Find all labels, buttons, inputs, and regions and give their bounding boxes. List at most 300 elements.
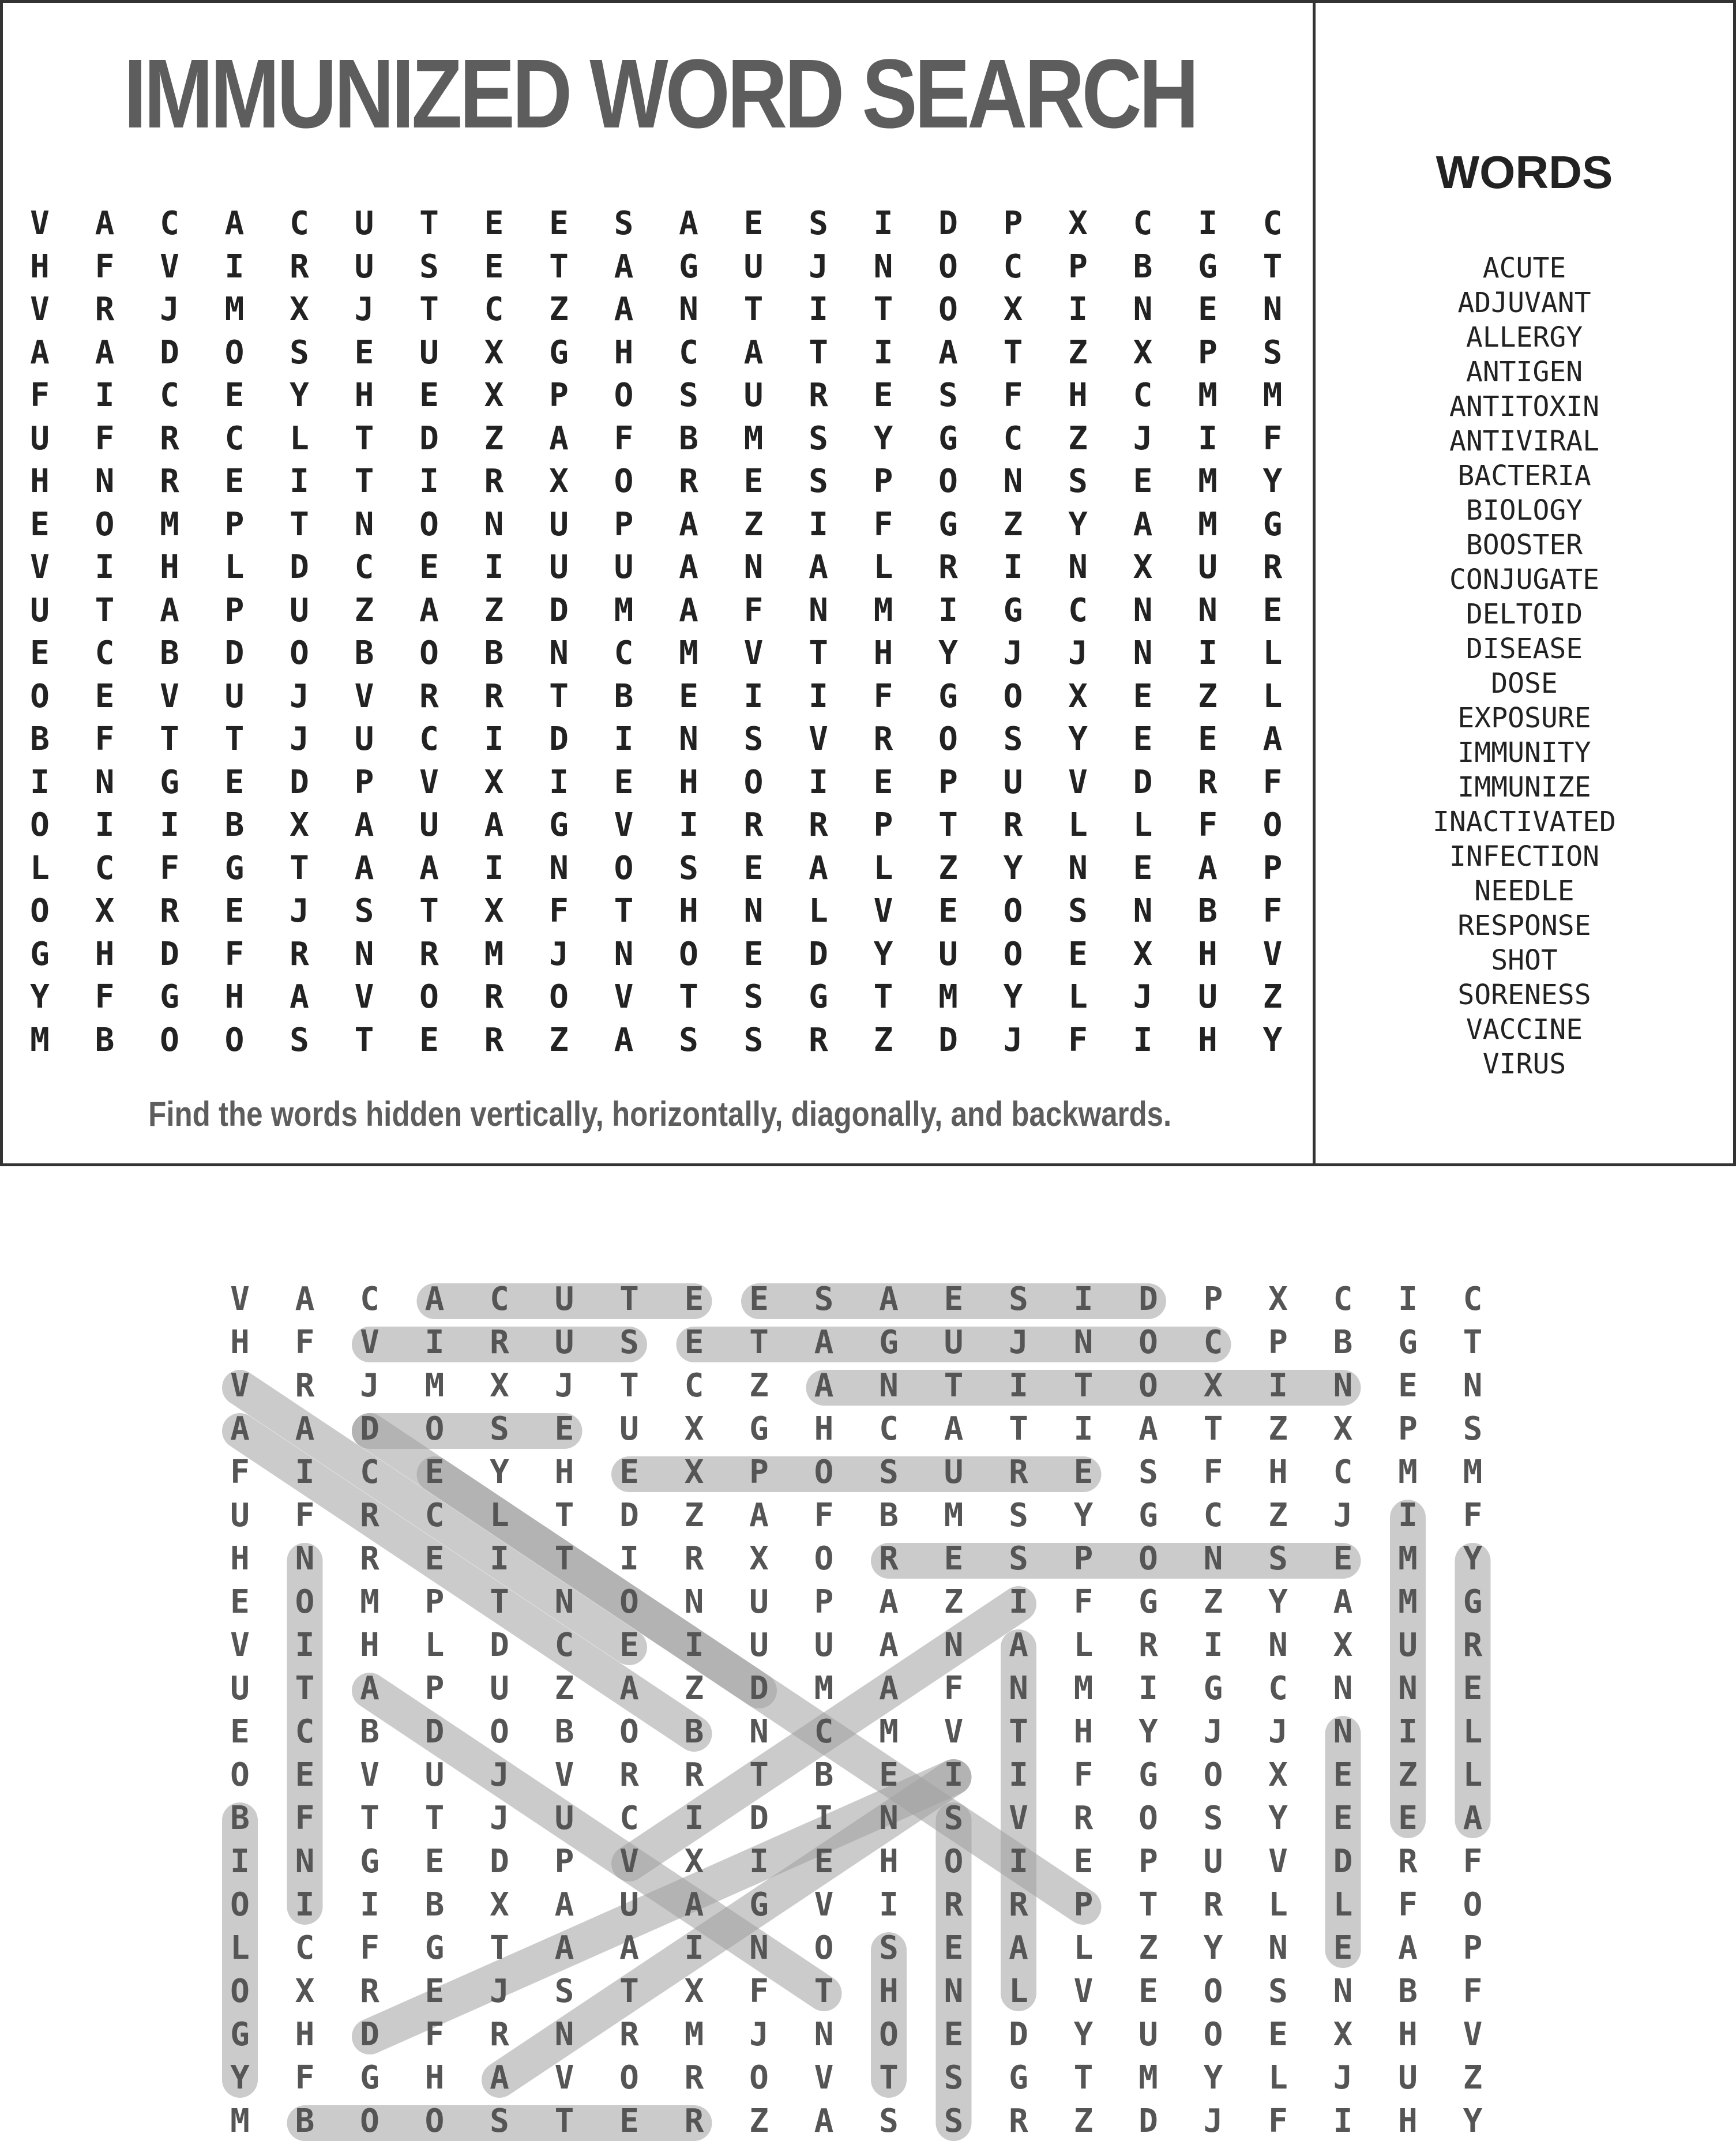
grid-letter[interactable]: C bbox=[1133, 205, 1153, 242]
grid-letter[interactable]: B bbox=[160, 634, 179, 672]
grid-letter[interactable]: F bbox=[1262, 763, 1283, 801]
grid-letter[interactable]: S bbox=[290, 1021, 309, 1059]
solution-letter[interactable]: E bbox=[230, 1713, 250, 1751]
grid-letter[interactable]: V bbox=[809, 720, 828, 758]
grid-letter[interactable]: U bbox=[354, 720, 374, 758]
solution-letter[interactable]: J bbox=[554, 1367, 574, 1404]
solution-letter[interactable]: R bbox=[684, 2102, 704, 2140]
solution-letter[interactable]: F bbox=[1398, 1886, 1418, 1924]
grid-letter[interactable]: U bbox=[549, 505, 569, 543]
grid-letter[interactable]: M bbox=[160, 505, 179, 543]
solution-letter[interactable]: H bbox=[230, 1324, 250, 1361]
solution-letter[interactable]: E bbox=[1268, 2016, 1288, 2053]
solution-letter[interactable]: M bbox=[684, 2016, 704, 2053]
solution-letter[interactable]: T bbox=[554, 1497, 574, 1534]
grid-letter[interactable]: N bbox=[679, 291, 698, 328]
grid-letter[interactable]: X bbox=[549, 463, 569, 500]
grid-letter[interactable]: N bbox=[1133, 591, 1153, 629]
solution-letter[interactable]: I bbox=[1398, 1713, 1418, 1751]
solution-letter[interactable]: E bbox=[749, 1280, 769, 1318]
grid-letter[interactable]: A bbox=[419, 849, 439, 887]
solution-letter[interactable]: L bbox=[1009, 1973, 1028, 2010]
grid-letter[interactable]: R bbox=[809, 1021, 828, 1059]
grid-letter[interactable]: C bbox=[1003, 419, 1023, 457]
grid-letter[interactable]: A bbox=[1262, 720, 1283, 758]
solution-letter[interactable]: P bbox=[1073, 1886, 1094, 1924]
grid-letter[interactable]: A bbox=[679, 505, 698, 543]
solution-letter[interactable]: E bbox=[1073, 1843, 1094, 1880]
solution-letter[interactable]: R bbox=[295, 1367, 315, 1404]
grid-letter[interactable]: C bbox=[614, 634, 634, 672]
solution-letter[interactable]: N bbox=[749, 1929, 769, 1967]
grid-letter[interactable]: V bbox=[614, 978, 634, 1016]
solution-letter[interactable]: I bbox=[814, 1800, 834, 1837]
grid-letter[interactable]: V bbox=[30, 549, 50, 586]
grid-letter[interactable]: F bbox=[1003, 377, 1023, 414]
grid-letter[interactable]: S bbox=[679, 1021, 698, 1059]
grid-letter[interactable]: H bbox=[1198, 935, 1218, 973]
solution-letter[interactable]: S bbox=[619, 1324, 639, 1361]
solution-letter[interactable]: N bbox=[944, 1627, 964, 1664]
grid-letter[interactable]: A bbox=[614, 291, 634, 328]
grid-letter[interactable]: R bbox=[160, 419, 179, 457]
solution-letter[interactable]: S bbox=[1009, 1280, 1028, 1318]
grid-letter[interactable]: P bbox=[224, 505, 245, 543]
solution-letter[interactable]: C bbox=[619, 1800, 639, 1837]
grid-letter[interactable]: N bbox=[873, 247, 893, 286]
grid-letter[interactable]: A bbox=[809, 549, 828, 586]
solution-letter[interactable]: Y bbox=[1138, 1713, 1158, 1751]
solution-letter[interactable]: Y bbox=[230, 2059, 250, 2097]
solution-letter[interactable]: I bbox=[1203, 1627, 1223, 1664]
grid-letter[interactable]: S bbox=[419, 247, 439, 286]
grid-letter[interactable]: N bbox=[549, 849, 569, 887]
grid-letter[interactable]: O bbox=[1003, 892, 1023, 930]
solution-letter[interactable]: E bbox=[619, 2102, 639, 2140]
grid-letter[interactable]: O bbox=[679, 935, 698, 973]
grid-letter[interactable]: N bbox=[1003, 463, 1023, 500]
grid-letter[interactable]: Y bbox=[1262, 1021, 1283, 1059]
grid-letter[interactable]: O bbox=[419, 505, 439, 543]
solution-letter[interactable]: J bbox=[1333, 1497, 1353, 1534]
grid-letter[interactable]: U bbox=[743, 377, 764, 414]
solution-letter[interactable]: Z bbox=[1203, 1583, 1223, 1621]
solution-letter[interactable]: B bbox=[814, 1756, 834, 1794]
grid-letter[interactable]: E bbox=[743, 463, 764, 500]
solution-letter[interactable]: M bbox=[1073, 1670, 1094, 1707]
solution-letter[interactable]: R bbox=[1203, 1886, 1223, 1924]
solution-letter[interactable]: F bbox=[749, 1973, 769, 2010]
grid-letter[interactable]: J bbox=[1068, 634, 1088, 672]
grid-letter[interactable]: O bbox=[419, 978, 439, 1016]
solution-letter[interactable]: S bbox=[879, 2102, 899, 2140]
grid-letter[interactable]: C bbox=[224, 419, 245, 457]
grid-letter[interactable]: L bbox=[1068, 978, 1088, 1016]
grid-letter[interactable]: Y bbox=[1068, 505, 1088, 543]
grid-letter[interactable]: Y bbox=[1003, 978, 1023, 1016]
solution-letter[interactable]: V bbox=[230, 1280, 250, 1318]
grid-letter[interactable]: E bbox=[419, 377, 439, 414]
grid-letter[interactable]: U bbox=[614, 549, 634, 586]
solution-letter[interactable]: I bbox=[295, 1627, 315, 1664]
solution-letter[interactable]: L bbox=[1463, 1713, 1483, 1751]
grid-letter[interactable]: C bbox=[160, 377, 179, 414]
grid-letter[interactable]: O bbox=[938, 247, 958, 286]
grid-letter[interactable]: O bbox=[938, 463, 958, 500]
grid-letter[interactable]: I bbox=[809, 677, 828, 715]
grid-letter[interactable]: O bbox=[1003, 677, 1023, 715]
grid-letter[interactable]: L bbox=[1133, 806, 1153, 844]
grid-letter[interactable]: L bbox=[1068, 806, 1088, 844]
grid-letter[interactable]: N bbox=[354, 935, 374, 973]
solution-letter[interactable]: E bbox=[944, 1540, 964, 1577]
solution-letter[interactable]: Z bbox=[749, 2102, 769, 2140]
solution-letter[interactable]: X bbox=[295, 1973, 315, 2010]
solution-letter[interactable]: H bbox=[879, 1843, 899, 1880]
solution-letter[interactable]: I bbox=[1009, 1843, 1028, 1880]
grid-letter[interactable]: O bbox=[549, 978, 569, 1016]
grid-letter[interactable]: Z bbox=[743, 505, 764, 543]
solution-letter[interactable]: T bbox=[1463, 1324, 1483, 1361]
solution-letter[interactable]: R bbox=[1073, 1800, 1094, 1837]
grid-letter[interactable]: E bbox=[1262, 591, 1283, 629]
solution-letter[interactable]: V bbox=[1073, 1973, 1094, 2010]
grid-letter[interactable]: R bbox=[1003, 806, 1023, 844]
solution-letter[interactable]: D bbox=[749, 1800, 769, 1837]
solution-letter[interactable]: X bbox=[490, 1886, 509, 1924]
grid-letter[interactable]: I bbox=[484, 849, 504, 887]
solution-letter[interactable]: O bbox=[814, 1453, 834, 1491]
grid-letter[interactable]: S bbox=[1003, 720, 1023, 758]
grid-letter[interactable]: E bbox=[1198, 291, 1218, 328]
grid-letter[interactable]: T bbox=[354, 1021, 374, 1059]
solution-letter[interactable]: U bbox=[424, 1756, 445, 1794]
solution-letter[interactable]: G bbox=[749, 1886, 769, 1924]
solution-letter[interactable]: E bbox=[944, 1280, 964, 1318]
solution-letter[interactable]: Y bbox=[1203, 1929, 1223, 1967]
grid-letter[interactable]: L bbox=[30, 849, 50, 887]
solution-letter[interactable]: U bbox=[230, 1670, 250, 1707]
grid-letter[interactable]: G bbox=[30, 935, 50, 973]
solution-letter[interactable]: R bbox=[1463, 1627, 1483, 1664]
grid-letter[interactable]: F bbox=[1198, 806, 1218, 844]
solution-letter[interactable]: H bbox=[879, 1973, 899, 2010]
grid-letter[interactable]: P bbox=[224, 591, 245, 629]
solution-letter[interactable]: I bbox=[1073, 1410, 1094, 1448]
grid-letter[interactable]: I bbox=[809, 505, 828, 543]
solution-letter[interactable]: A bbox=[1398, 1929, 1418, 1967]
grid-letter[interactable]: I bbox=[809, 763, 828, 801]
grid-letter[interactable]: Y bbox=[873, 419, 893, 457]
solution-letter[interactable]: A bbox=[424, 1280, 445, 1318]
solution-letter[interactable]: O bbox=[1463, 1886, 1483, 1924]
grid-letter[interactable]: G bbox=[549, 333, 569, 371]
solution-letter[interactable]: A bbox=[554, 1886, 574, 1924]
grid-letter[interactable]: B bbox=[1133, 247, 1153, 286]
solution-letter[interactable]: F bbox=[295, 2059, 315, 2097]
grid-letter[interactable]: R bbox=[484, 978, 504, 1016]
solution-letter[interactable]: R bbox=[684, 1756, 704, 1794]
grid-letter[interactable]: X bbox=[484, 333, 504, 371]
solution-letter[interactable]: S bbox=[814, 1280, 834, 1318]
solution-letter[interactable]: A bbox=[1463, 1800, 1483, 1837]
grid-letter[interactable]: U bbox=[30, 591, 50, 629]
grid-letter[interactable]: D bbox=[1133, 763, 1153, 801]
grid-letter[interactable]: M bbox=[224, 291, 245, 328]
grid-letter[interactable]: I bbox=[873, 205, 893, 242]
grid-letter[interactable]: D bbox=[224, 634, 245, 672]
solution-letter[interactable]: R bbox=[879, 1540, 899, 1577]
solution-letter[interactable]: I bbox=[1009, 1583, 1028, 1621]
solution-letter[interactable]: C bbox=[1333, 1453, 1353, 1491]
grid-letter[interactable]: E bbox=[614, 763, 634, 801]
solution-letter[interactable]: S bbox=[554, 1973, 574, 2010]
grid-letter[interactable]: U bbox=[743, 247, 764, 286]
solution-letter[interactable]: O bbox=[619, 1583, 639, 1621]
grid-letter[interactable]: N bbox=[743, 892, 764, 930]
grid-letter[interactable]: T bbox=[614, 892, 634, 930]
solution-letter[interactable]: F bbox=[944, 1670, 964, 1707]
solution-letter[interactable]: G bbox=[1009, 2059, 1028, 2097]
solution-letter[interactable]: A bbox=[879, 1670, 899, 1707]
grid-letter[interactable]: A bbox=[354, 849, 374, 887]
grid-letter[interactable]: D bbox=[938, 205, 958, 242]
grid-letter[interactable]: C bbox=[484, 291, 504, 328]
grid-letter[interactable]: J bbox=[549, 935, 569, 973]
solution-letter[interactable]: T bbox=[1073, 1367, 1094, 1404]
solution-letter[interactable]: D bbox=[1138, 2102, 1158, 2140]
solution-letter[interactable]: F bbox=[295, 1324, 315, 1361]
solution-letter[interactable]: A bbox=[1333, 1583, 1353, 1621]
solution-letter[interactable]: C bbox=[1203, 1324, 1223, 1361]
grid-letter[interactable]: E bbox=[938, 892, 958, 930]
grid-letter[interactable]: D bbox=[160, 935, 179, 973]
grid-letter[interactable]: L bbox=[1262, 677, 1283, 715]
grid-letter[interactable]: M bbox=[1262, 377, 1283, 414]
solution-letter[interactable]: Z bbox=[554, 1670, 574, 1707]
solution-letter[interactable]: X bbox=[749, 1540, 769, 1577]
grid-letter[interactable]: G bbox=[1262, 505, 1283, 543]
grid-letter[interactable]: A bbox=[95, 333, 115, 371]
solution-letter[interactable]: U bbox=[554, 1800, 574, 1837]
solution-letter[interactable]: Y bbox=[1268, 1800, 1288, 1837]
grid-letter[interactable]: H bbox=[95, 935, 115, 973]
grid-letter[interactable]: T bbox=[290, 849, 309, 887]
grid-letter[interactable]: I bbox=[1133, 1021, 1153, 1059]
grid-letter[interactable]: T bbox=[419, 205, 439, 242]
solution-letter[interactable]: E bbox=[944, 2016, 964, 2053]
solution-letter[interactable]: U bbox=[1138, 2016, 1158, 2053]
solution-letter[interactable]: D bbox=[490, 1843, 509, 1880]
grid-letter[interactable]: S bbox=[809, 419, 828, 457]
solution-letter[interactable]: C bbox=[684, 1367, 704, 1404]
solution-letter[interactable]: E bbox=[1333, 1929, 1353, 1967]
grid-letter[interactable]: E bbox=[873, 377, 893, 414]
grid-letter[interactable]: C bbox=[1068, 591, 1088, 629]
grid-letter[interactable]: G bbox=[1003, 591, 1023, 629]
solution-letter[interactable]: C bbox=[1333, 1280, 1353, 1318]
grid-letter[interactable]: S bbox=[354, 892, 374, 930]
solution-letter[interactable]: I bbox=[1398, 1497, 1418, 1534]
solution-letter[interactable]: A bbox=[554, 1929, 574, 1967]
grid-letter[interactable]: O bbox=[30, 892, 50, 930]
solution-letter[interactable]: G bbox=[360, 2059, 379, 2097]
solution-letter[interactable]: D bbox=[1009, 2016, 1028, 2053]
solution-letter[interactable]: O bbox=[1203, 2016, 1223, 2053]
solution-letter[interactable]: B bbox=[1398, 1973, 1418, 2010]
solution-letter[interactable]: I bbox=[1009, 1756, 1028, 1794]
grid-letter[interactable]: Y bbox=[873, 935, 893, 973]
grid-letter[interactable]: I bbox=[1198, 634, 1218, 672]
grid-letter[interactable]: T bbox=[549, 247, 569, 286]
grid-letter[interactable]: T bbox=[809, 634, 828, 672]
grid-letter[interactable]: O bbox=[614, 849, 634, 887]
solution-letter[interactable]: G bbox=[879, 1324, 899, 1361]
grid-letter[interactable]: J bbox=[1133, 978, 1153, 1016]
solution-letter[interactable]: U bbox=[749, 1627, 769, 1664]
solution-letter[interactable]: N bbox=[1463, 1367, 1483, 1404]
solution-letter[interactable]: E bbox=[1398, 1800, 1418, 1837]
grid-letter[interactable]: F bbox=[873, 505, 893, 543]
grid-letter[interactable]: T bbox=[290, 505, 309, 543]
solution-letter[interactable]: M bbox=[1463, 1453, 1483, 1491]
solution-letter[interactable]: N bbox=[295, 1540, 315, 1577]
grid-letter[interactable]: H bbox=[1198, 1021, 1218, 1059]
grid-letter[interactable]: Y bbox=[1262, 463, 1283, 500]
grid-letter[interactable]: P bbox=[549, 377, 569, 414]
grid-letter[interactable]: X bbox=[95, 892, 115, 930]
grid-letter[interactable]: Y bbox=[30, 978, 50, 1016]
grid-letter[interactable]: A bbox=[679, 591, 698, 629]
grid-letter[interactable]: U bbox=[30, 419, 50, 457]
grid-letter[interactable]: U bbox=[1198, 978, 1218, 1016]
solution-letter[interactable]: N bbox=[944, 1973, 964, 2010]
solution-letter[interactable]: T bbox=[749, 1324, 769, 1361]
grid-letter[interactable]: A bbox=[938, 333, 958, 371]
grid-letter[interactable]: Y bbox=[1003, 849, 1023, 887]
solution-letter[interactable]: I bbox=[684, 1800, 704, 1837]
grid-letter[interactable]: F bbox=[1262, 892, 1283, 930]
solution-letter[interactable]: P bbox=[424, 1583, 445, 1621]
solution-letter[interactable]: O bbox=[230, 1973, 250, 2010]
solution-letter[interactable]: U bbox=[1398, 2059, 1418, 2097]
grid-letter[interactable]: P bbox=[1262, 849, 1283, 887]
grid-letter[interactable]: G bbox=[160, 978, 179, 1016]
grid-letter[interactable]: V bbox=[160, 677, 179, 715]
grid-letter[interactable]: R bbox=[160, 463, 179, 500]
grid-letter[interactable]: R bbox=[873, 720, 893, 758]
solution-letter[interactable]: R bbox=[490, 2016, 509, 2053]
solution-letter[interactable]: I bbox=[360, 1886, 379, 1924]
grid-letter[interactable]: T bbox=[549, 677, 569, 715]
grid-letter[interactable]: T bbox=[1262, 247, 1283, 286]
solution-letter[interactable]: B bbox=[684, 1713, 704, 1751]
solution-letter[interactable]: F bbox=[1073, 1583, 1094, 1621]
grid-letter[interactable]: H bbox=[354, 377, 374, 414]
solution-letter[interactable]: U bbox=[749, 1583, 769, 1621]
solution-letter[interactable]: G bbox=[424, 1929, 445, 1967]
grid-letter[interactable]: X bbox=[1068, 677, 1088, 715]
solution-letter[interactable]: F bbox=[1463, 1497, 1483, 1534]
grid-letter[interactable]: B bbox=[95, 1021, 115, 1059]
grid-letter[interactable]: H bbox=[160, 549, 179, 586]
grid-letter[interactable]: A bbox=[679, 205, 698, 242]
solution-letter[interactable]: C bbox=[1268, 1670, 1288, 1707]
solution-letter[interactable]: I bbox=[944, 1756, 964, 1794]
grid-letter[interactable]: N bbox=[1198, 591, 1218, 629]
grid-letter[interactable]: A bbox=[160, 591, 179, 629]
solution-letter[interactable]: M bbox=[1398, 1583, 1418, 1621]
grid-letter[interactable]: I bbox=[419, 463, 439, 500]
solution-letter[interactable]: V bbox=[230, 1627, 250, 1664]
grid-letter[interactable]: D bbox=[938, 1021, 958, 1059]
grid-letter[interactable]: J bbox=[809, 247, 828, 286]
grid-letter[interactable]: I bbox=[614, 720, 634, 758]
grid-letter[interactable]: F bbox=[95, 247, 115, 286]
solution-letter[interactable]: H bbox=[554, 1453, 574, 1491]
solution-letter[interactable]: A bbox=[490, 2059, 509, 2097]
grid-letter[interactable]: F bbox=[160, 849, 179, 887]
solution-letter[interactable]: V bbox=[619, 1843, 639, 1880]
solution-letter[interactable]: A bbox=[879, 1627, 899, 1664]
solution-letter[interactable]: R bbox=[684, 1540, 704, 1577]
grid-letter[interactable]: L bbox=[224, 549, 245, 586]
solution-letter[interactable]: E bbox=[619, 1627, 639, 1664]
grid-letter[interactable]: Z bbox=[1262, 978, 1283, 1016]
solution-letter[interactable]: N bbox=[1333, 1973, 1353, 2010]
grid-letter[interactable]: G bbox=[938, 419, 958, 457]
grid-letter[interactable]: X bbox=[484, 377, 504, 414]
grid-letter[interactable]: C bbox=[1133, 377, 1153, 414]
solution-letter[interactable]: L bbox=[230, 1929, 250, 1967]
solution-letter[interactable]: H bbox=[295, 2016, 315, 2053]
solution-letter[interactable]: A bbox=[1009, 1929, 1028, 1967]
grid-letter[interactable]: A bbox=[614, 247, 634, 286]
grid-letter[interactable]: M bbox=[1198, 377, 1218, 414]
grid-letter[interactable]: A bbox=[549, 419, 569, 457]
grid-letter[interactable]: E bbox=[743, 205, 764, 242]
grid-letter[interactable]: V bbox=[354, 978, 374, 1016]
grid-letter[interactable]: U bbox=[419, 333, 439, 371]
grid-letter[interactable]: P bbox=[614, 505, 634, 543]
solution-letter[interactable]: X bbox=[684, 1410, 704, 1448]
solution-letter[interactable]: I bbox=[1009, 1367, 1028, 1404]
grid-letter[interactable]: P bbox=[873, 806, 893, 844]
grid-letter[interactable]: J bbox=[1003, 1021, 1023, 1059]
solution-letter[interactable]: R bbox=[1009, 2102, 1028, 2140]
solution-letter[interactable]: F bbox=[1268, 2102, 1288, 2140]
solution-letter[interactable]: T bbox=[554, 1540, 574, 1577]
solution-letter[interactable]: A bbox=[1009, 1627, 1028, 1664]
solution-letter[interactable]: B bbox=[295, 2102, 315, 2140]
grid-letter[interactable]: R bbox=[419, 677, 439, 715]
solution-letter[interactable]: O bbox=[619, 2059, 639, 2097]
solution-letter[interactable]: A bbox=[749, 1497, 769, 1534]
grid-letter[interactable]: C bbox=[290, 205, 309, 242]
grid-letter[interactable]: Z bbox=[549, 1021, 569, 1059]
grid-letter[interactable]: T bbox=[809, 333, 828, 371]
solution-letter[interactable]: C bbox=[814, 1713, 834, 1751]
solution-letter[interactable]: S bbox=[944, 1800, 964, 1837]
solution-letter[interactable]: M bbox=[1398, 1540, 1418, 1577]
solution-letter[interactable]: A bbox=[1138, 1410, 1158, 1448]
grid-letter[interactable]: C bbox=[1262, 205, 1283, 242]
grid-letter[interactable]: S bbox=[290, 333, 309, 371]
grid-letter[interactable]: G bbox=[224, 849, 245, 887]
solution-letter[interactable]: S bbox=[490, 1410, 509, 1448]
grid-letter[interactable]: Z bbox=[1068, 333, 1088, 371]
grid-letter[interactable]: I bbox=[549, 763, 569, 801]
